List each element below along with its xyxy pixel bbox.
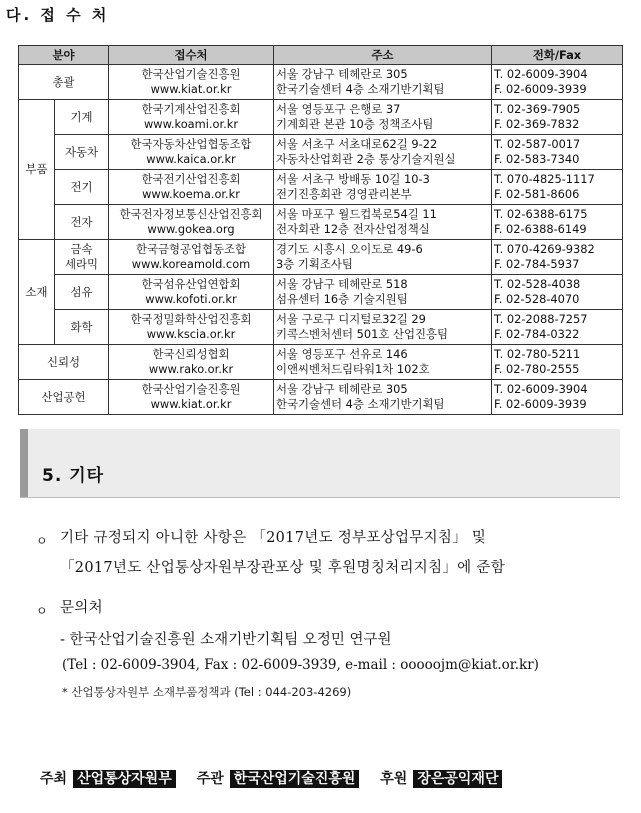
section-d-title: 다. 접 수 처 [6,6,110,24]
header-address: 주소 [274,46,492,65]
item2-title: 문의처 [60,600,103,616]
table-header-row [19,46,623,65]
contact-person: - 한국산업기술진흥원 소재기반기획팀 오정민 연구원 [60,632,392,648]
bullet-icon: ㅇ [36,604,48,618]
agency-cell: 한국신뢰성협회 www.rako.or.kr [109,345,274,380]
address-cell: 서울 구로구 디지털로32길 29 키콕스벤처센터 501호 산업진흥팀 [274,310,492,345]
organizer-label: 주관 [196,771,224,787]
table-row [19,100,623,135]
field-cell: 기계 [55,100,109,135]
address-cell: 서울 서초구 방배동 10길 10-3 전기진흥회관 경영관리본부 [274,170,492,205]
address-cell: 서울 강남구 테헤란로 518 섬유센터 16층 기술지원팀 [274,275,492,310]
phone-cell: T. 02-2088-7257 F. 02-784-0322 [492,310,623,345]
table-row [19,65,623,100]
address-cell: 서울 마포구 월드컵북로54길 11 전자회관 12층 전자산업정책실 [274,205,492,240]
address-cell: 서울 강남구 테헤란로 305 한국기술센터 4층 소재기반기획팀 [274,380,492,415]
table-row [19,135,623,170]
field-cell: 산업공헌 [19,380,109,415]
field-cell: 금속 세라믹 [55,240,109,275]
agency-cell: 한국전기산업진흥회 www.koema.or.kr [109,170,274,205]
header-phone: 전화/Fax [492,46,623,65]
table-row [19,380,623,415]
reception-table [18,45,623,415]
item1-line2: 「2017년도 산업통상자원부장관포상 및 후원명칭처리지침」에 준함 [60,560,506,576]
agency-cell: 한국섬유산업연합회 www.kofoti.or.kr [109,275,274,310]
section-5-header [20,429,620,498]
section-5-title: 5. 기타 [42,466,105,486]
field-cell: 전자 [55,205,109,240]
group-label-materials: 소재 [19,240,55,345]
header-agency: 접수처 [109,46,274,65]
footer-credits [40,768,518,790]
field-cell: 섬유 [55,275,109,310]
table-row [19,345,623,380]
sponsor-label: 후원 [380,771,408,787]
phone-cell: T. 070-4825-1117 F. 02-581-8606 [492,170,623,205]
group-label-parts: 부품 [19,100,55,240]
agency-cell: 한국전자정보통신산업진흥회 www.gokea.org [109,205,274,240]
phone-cell: T. 02-528-4038 F. 02-528-4070 [492,275,623,310]
contact-detail: (Tel : 02-6009-3904, Fax : 02-6009-3939, e-mail : ooooojm@kiat.or.kr) [62,657,539,673]
field-cell: 총괄 [19,65,109,100]
phone-cell: T. 02-369-7905 F. 02-369-7832 [492,100,623,135]
table-row [19,310,623,345]
field-cell: 신뢰성 [19,345,109,380]
table-row [19,205,623,240]
phone-cell: T. 070-4269-9382 F. 02-784-5937 [492,240,623,275]
address-cell: 경기도 시흥시 오이도로 49-6 3층 기획조사팀 [274,240,492,275]
agency-cell: 한국정밀화학산업진흥회 www.kscia.or.kr [109,310,274,345]
phone-cell: T. 02-6388-6175 F. 02-6388-6149 [492,205,623,240]
field-cell: 전기 [55,170,109,205]
agency-cell: 한국산업기술진흥원 www.kiat.or.kr [109,65,274,100]
address-cell: 서울 영등포구 은행로 37 기계회관 본관 10층 정책조사팀 [274,100,492,135]
field-cell: 화학 [55,310,109,345]
phone-cell: T. 02-6009-3904 F. 02-6009-3939 [492,380,623,415]
table-row [19,170,623,205]
section-accent-bar [20,429,28,497]
table-row [19,240,623,275]
address-cell: 서울 강남구 테헤란로 305 한국기술센터 4층 소재기반기획팀 [274,65,492,100]
host-org: 산업통상자원부 [73,770,176,788]
field-cell: 자동차 [55,135,109,170]
address-cell: 서울 서초구 서초대로62길 9-22 자동차산업회관 2층 통상기술지원실 [274,135,492,170]
address-cell: 서울 영등포구 선유로 146 이앤씨벤처드림타워1차 102호 [274,345,492,380]
host-label: 주최 [40,771,68,787]
agency-cell: 한국기계산업진흥회 www.koami.or.kr [109,100,274,135]
phone-cell: T. 02-780-5211 F. 02-780-2555 [492,345,623,380]
organizer-org: 한국산업기술진흥원 [230,770,360,788]
phone-cell: T. 02-6009-3904 F. 02-6009-3939 [492,65,623,100]
sponsor-org: 장은공익재단 [413,770,502,788]
agency-cell: 한국자동차산업협동조합 www.kaica.or.kr [109,135,274,170]
header-field: 분야 [19,46,109,65]
agency-cell: 한국금형공업협동조합 www.koreamold.com [109,240,274,275]
bullet-icon: ㅇ [36,534,48,548]
agency-cell: 한국산업기술진흥원 www.kiat.or.kr [109,380,274,415]
ministry-note: * 산업통상자원부 소재부품정책과 (Tel : 044-203-4269) [62,685,352,699]
table-row [19,275,623,310]
phone-cell: T. 02-587-0017 F. 02-583-7340 [492,135,623,170]
item1-line1: 기타 규정되지 아니한 사항은 「2017년도 정부포상업무지침」 및 [60,530,487,546]
